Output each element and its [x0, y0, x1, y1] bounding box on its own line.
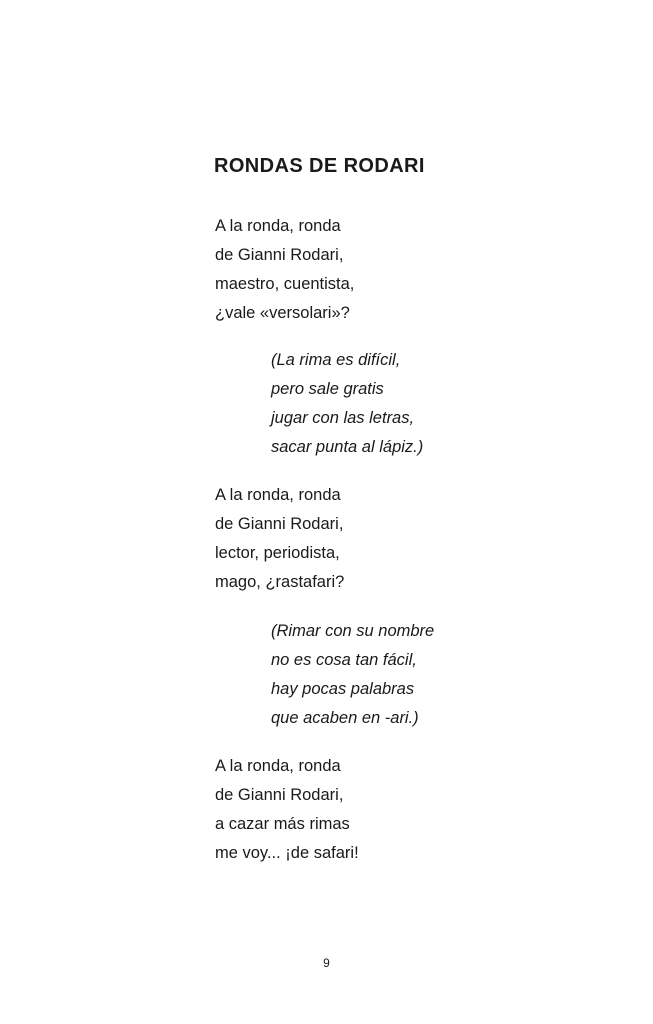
- verse-line: a cazar más rimas: [215, 815, 350, 833]
- stanza-2-aside: [271, 346, 423, 462]
- verse-line: jugar con las letras,: [271, 409, 415, 427]
- verse-line: (Rimar con su nombre: [271, 622, 435, 640]
- verse-line: de Gianni Rodari,: [215, 786, 344, 804]
- stanza-3: [215, 481, 344, 597]
- verse-line: (La rima es difícil,: [271, 351, 401, 369]
- verse-line: de Gianni Rodari,: [215, 515, 344, 533]
- verse-line: sacar punta al lápiz.): [271, 438, 424, 456]
- verse-line: A la ronda, ronda: [215, 757, 341, 775]
- verse-line: A la ronda, ronda: [215, 486, 341, 504]
- verse-line: ¿vale «versolari»?: [215, 304, 350, 322]
- verse-line: A la ronda, ronda: [215, 217, 341, 235]
- stanza-4-aside: [271, 617, 434, 733]
- verse-line: mago, ¿rastafari?: [215, 573, 345, 591]
- verse-line: de Gianni Rodari,: [215, 246, 344, 264]
- verse-line: que acaben en -ari.): [271, 709, 419, 727]
- verse-line: pero sale gratis: [271, 380, 384, 398]
- verse-line: maestro, cuentista,: [215, 275, 355, 293]
- verse-line: me voy... ¡de safari!: [215, 844, 359, 862]
- poem-title: RONDAS DE RODARI: [214, 155, 425, 177]
- stanza-5: [215, 752, 359, 868]
- verse-line: lector, periodista,: [215, 544, 340, 562]
- verse-line: no es cosa tan fácil,: [271, 651, 417, 669]
- verse-line: hay pocas palabras: [271, 680, 415, 698]
- page-number: 9: [323, 956, 330, 970]
- stanza-1: [215, 212, 354, 328]
